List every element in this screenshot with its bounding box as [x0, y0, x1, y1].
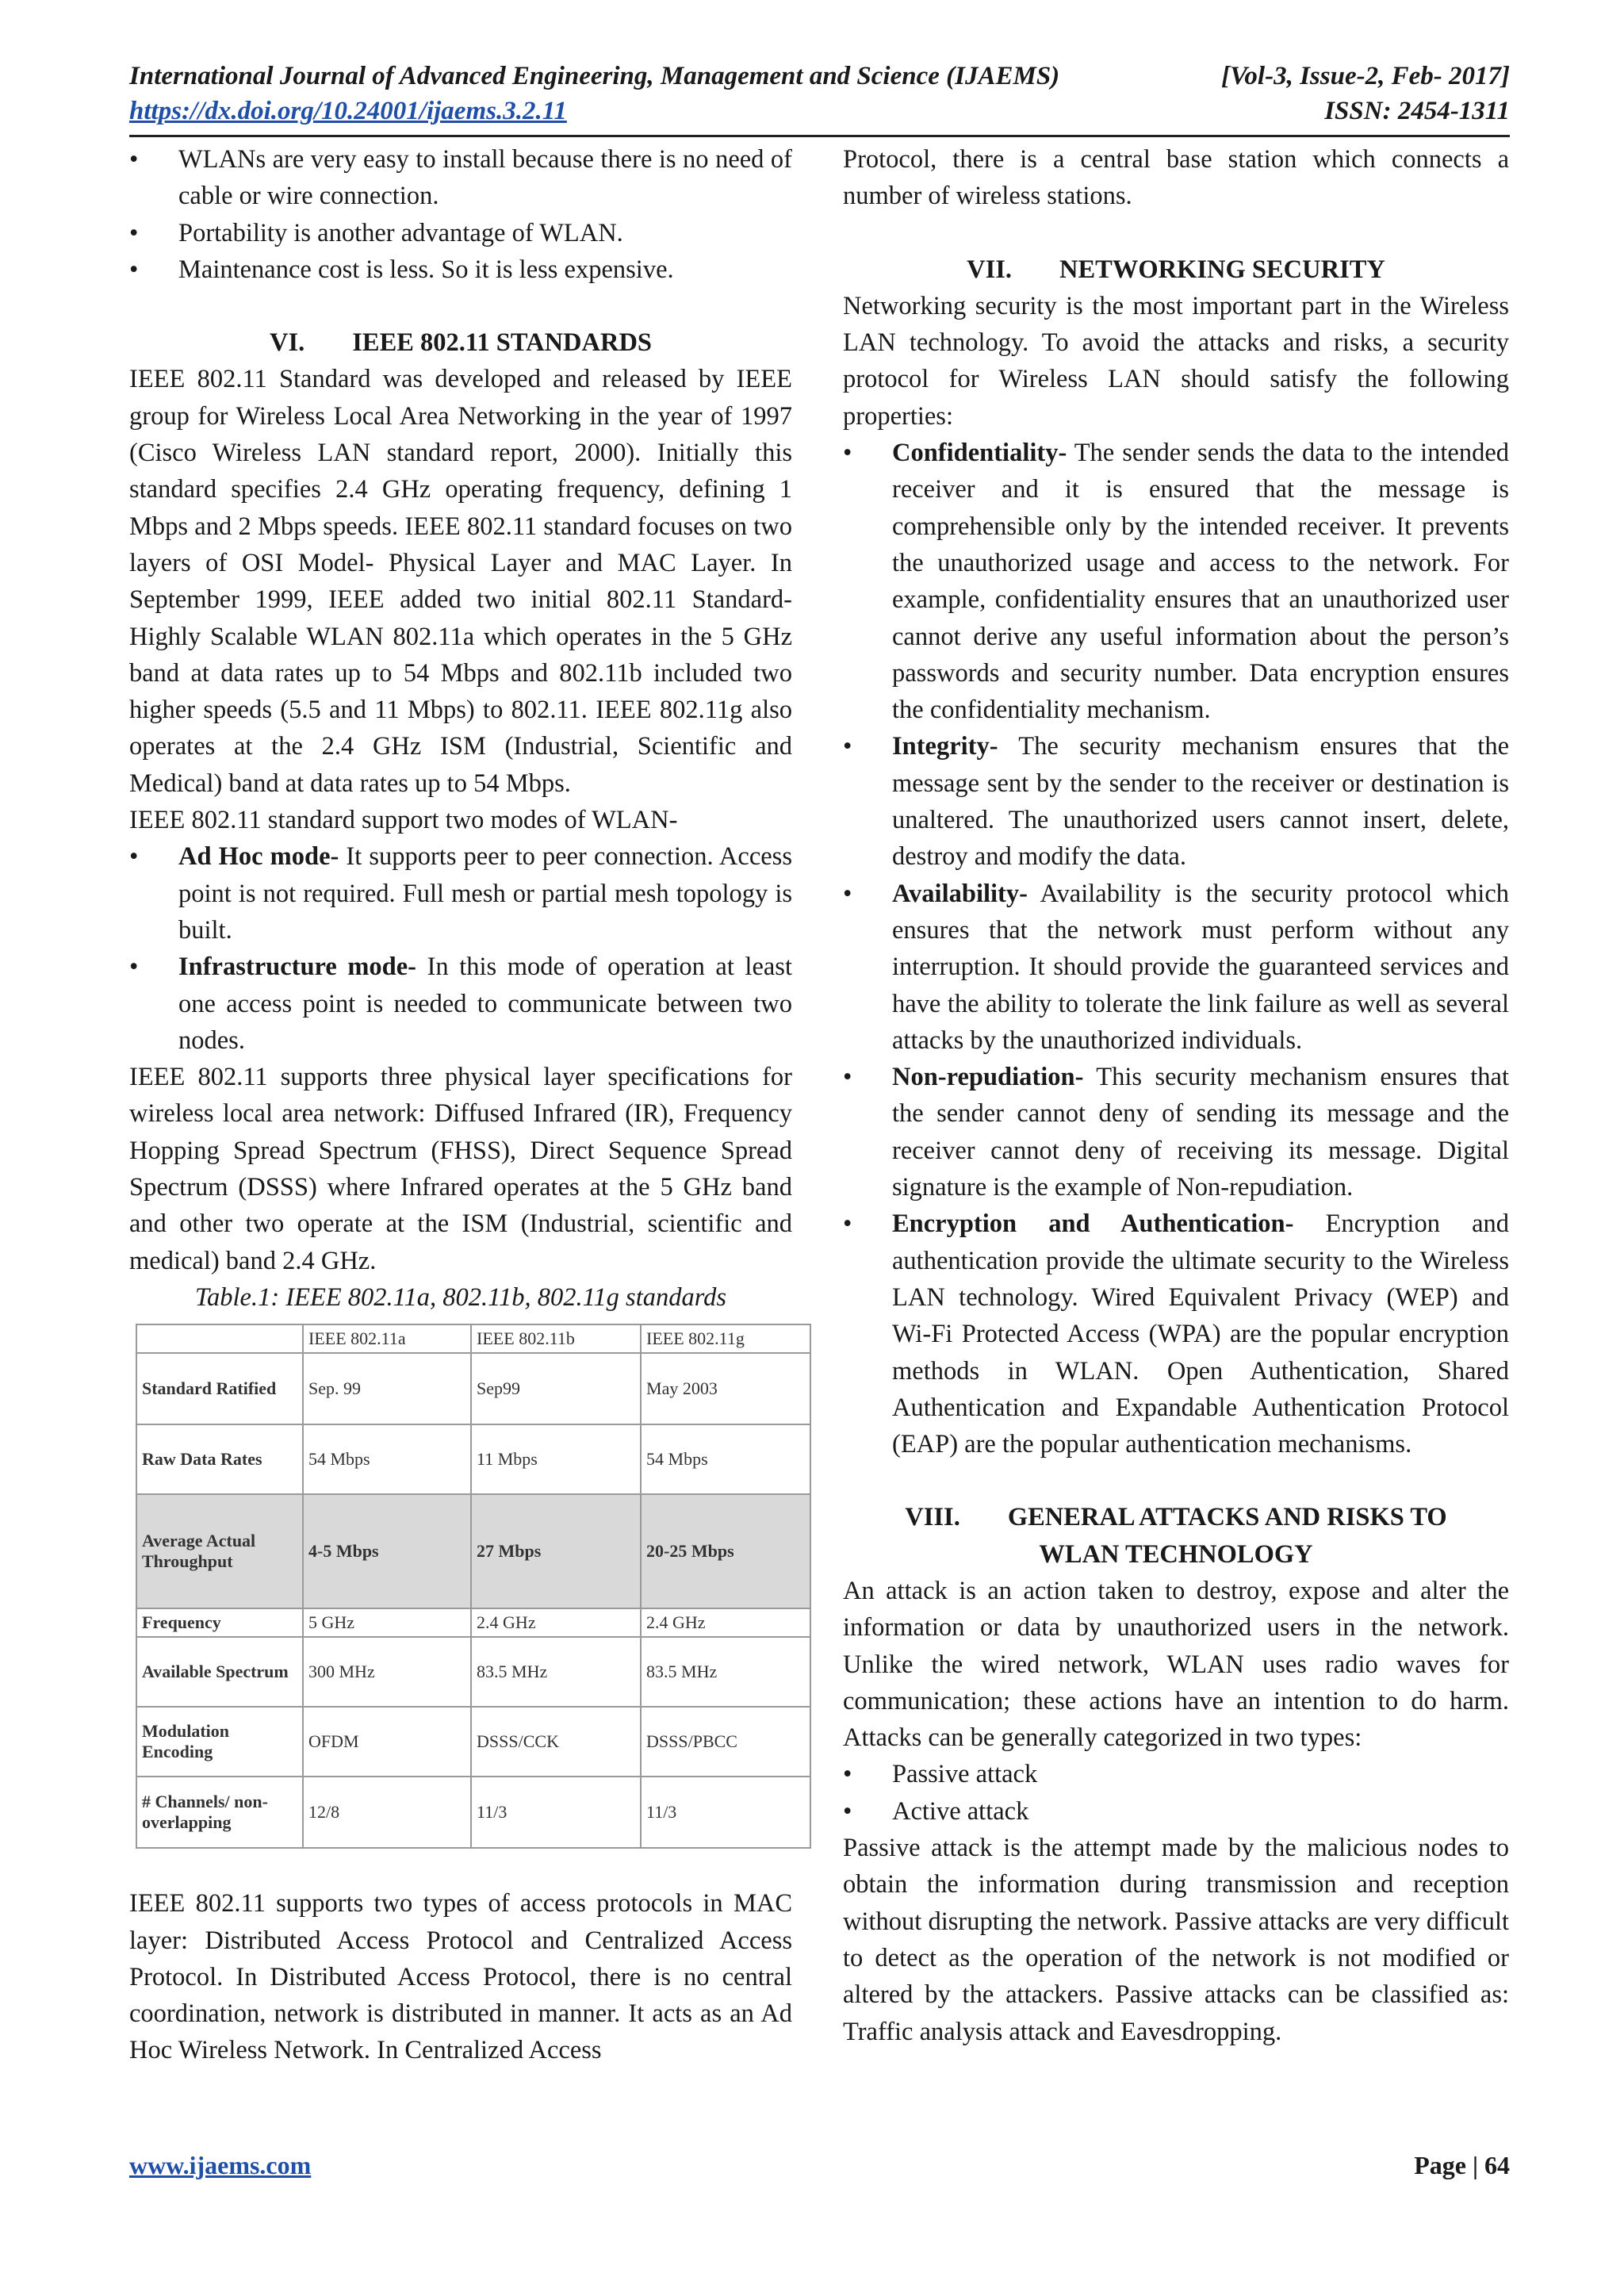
- list-item: • Active attack: [843, 1793, 1509, 1830]
- bullet-icon: •: [843, 1796, 852, 1826]
- paragraph: Passive attack is the attempt made by the malicious nodes to obtain the information during transmission and reception without disrupting the network. Passive attacks are very difficult to detect as the operation of the network is not modified or altered by the attackers. Passive attacks can be classified as: Traffic analysis attack and Eavesdropping.: [843, 1834, 1509, 2046]
- left-column: [129, 141, 792, 2069]
- table-row: Raw Data Rates 54 Mbps 11 Mbps 54 Mbps: [136, 1424, 810, 1494]
- list-item: • Portability is another advantage of WLAN.: [129, 215, 792, 251]
- bullet-icon: •: [843, 1760, 852, 1789]
- list-item: • Encryption and Authentication- Encryption and authentication provide the ultimate security to the Wireless LAN technology. Wired Equivalent Privacy (WEP) and Wi-Fi Protected Access (WPA) are the popular encryption methods in WLAN. Open Authentication, Shared Authentication and Expandable Authentication Protocol (EAP) are the popular authentication mechanisms.: [843, 1205, 1509, 1462]
- bullet-icon: •: [843, 732, 852, 761]
- website-link[interactable]: www.ijaems.com: [129, 2151, 312, 2179]
- bullet-icon: •: [129, 218, 139, 247]
- list-item: • WLANs are very easy to install because there is no need of cable or wire connection.: [129, 141, 792, 215]
- bullet-icon: •: [129, 255, 139, 284]
- volume-info: [Vol-3, Issue-2, Feb- 2017]: [1221, 62, 1510, 90]
- paragraph: An attack is an action taken to destroy, expose and alter the information or data by unauthorized users in the network. Unlike the wired network, WLAN uses radio waves for communication; these actions have an intention to do harm. Attacks can be generally categorized in two types:: [843, 1576, 1509, 1753]
- journal-title: International Journal of Advanced Engineering, Management and Science (IJAEMS): [129, 62, 1060, 90]
- table-row: # Channels/ non-overlapping 12/8 11/3 11/3: [136, 1777, 810, 1848]
- section-heading-8: VIII. GENERAL ATTACKS AND RISKS TO: [905, 1503, 1447, 1532]
- bullet-icon: •: [843, 879, 852, 908]
- page-footer: [129, 2151, 1510, 2180]
- list-item: • Passive attack: [843, 1756, 1509, 1792]
- bullet-icon: •: [129, 842, 139, 872]
- paragraph: IEEE 802.11 supports three physical layer specifications for wireless local area network: Diffused Infrared (IR), Frequency Hopping Spread Spectrum (FHSS), Direct Sequence Spread Spectrum (DSSS) where Infrared operates at the 5 GHz band and other two operate at the ISM (Industrial, scientific and medical) band 2.4 GHz.: [129, 1063, 792, 1275]
- list-item: • Ad Hoc mode- It supports peer to peer connection. Access point is not required. Full mesh or partial mesh topology is built.: [129, 838, 792, 949]
- paragraph: IEEE 802.11 supports two types of access protocols in MAC layer: Distributed Access Protocol and Centralized Access Protocol. In Distributed Access Protocol, there is no central coordination, network is distributed in manner. It acts as an Ad Hoc Wireless Network. In Centralized Access: [129, 1889, 792, 2065]
- table-row: Average Actual Throughput 4-5 Mbps 27 Mbps 20-25 Mbps: [136, 1494, 810, 1608]
- paragraph: Networking security is the most important part in the Wireless LAN technology. To avoid the attacks and risks, a security protocol for Wireless LAN should satisfy the following properties:: [843, 291, 1509, 431]
- doi-link[interactable]: https://dx.doi.org/10.24001/ijaems.3.2.11: [129, 97, 567, 125]
- list-item: • Infrastructure mode- In this mode of operation at least one access point is needed to communicate between two nodes.: [129, 949, 792, 1059]
- page-number: Page | 64: [1414, 2151, 1510, 2179]
- bullet-icon: •: [129, 145, 139, 174]
- section-heading-8-line2: WLAN TECHNOLOGY: [1039, 1539, 1313, 1569]
- section-heading-6: VI. IEEE 802.11 STANDARDS: [270, 328, 652, 358]
- table-row: Available Spectrum 300 MHz 83.5 MHz 83.5 MHz: [136, 1637, 810, 1707]
- table-row: Standard Ratified Sep. 99 Sep99 May 2003: [136, 1353, 810, 1424]
- list-item: • Availability- Availability is the security protocol which ensures that the network must perform without any interruption. It should provide the guaranteed services and have the ability to tolerate the link failure as well as several attacks by the unauthorized individuals.: [843, 876, 1509, 1059]
- list-item: • Confidentiality- The sender sends the data to the intended receiver and it is ensured that the message is comprehensible only by the intended receiver. It prevents the unauthorized usage and access to the network. For example, confidentiality ensures that an unauthorized user cannot derive any useful information about the person’s passwords and security number. Data encryption ensures the confidentiality mechanism.: [843, 435, 1509, 728]
- list-item: • Integrity- The security mechanism ensures that the message sent by the sender to the receiver or destination is unaltered. The unauthorized users cannot insert, delete, destroy and modify the data.: [843, 728, 1509, 875]
- running-header: [129, 59, 1510, 137]
- table-caption: Table.1: IEEE 802.11a, 802.11b, 802.11g standards: [194, 1282, 727, 1312]
- bullet-icon: •: [129, 953, 139, 982]
- table-row: Frequency 5 GHz 2.4 GHz 2.4 GHz: [136, 1608, 810, 1637]
- header-rule: [129, 135, 1510, 137]
- bullet-icon: •: [843, 1209, 852, 1239]
- table-row: Modulation Encoding OFDM DSSS/CCK DSSS/PBCC: [136, 1707, 810, 1777]
- paragraph: IEEE 802.11 Standard was developed and released by IEEE group for Wireless Local Area Networking in the year of 1997 (Cisco Wireless LAN standard report, 2000). Initially this standard specifies 2.4 GHz operating frequency, defining 1 Mbps and 2 Mbps speeds. IEEE 802.11 standard focuses on two layers of OSI Model- Physical Layer and MAC Layer. In September 1999, IEEE added two initial 802.11 Standard- Highly Scalable WLAN 802.11a which operates in the 5 GHz band at data rates up to 54 Mbps and 802.11b included two higher speeds (5.5 and 11 Mbps) to 802.11. IEEE 802.11g also operates at the 2.4 GHz ISM (Industrial, Scientific and Medical) band at data rates up to 54 Mbps.: [129, 365, 792, 798]
- section-heading-7: VII. NETWORKING SECURITY: [967, 255, 1385, 284]
- bullet-icon: •: [843, 439, 852, 468]
- list-item: • Maintenance cost is less. So it is less expensive.: [129, 251, 792, 288]
- table-header-row: IEEE 802.11a IEEE 802.11b IEEE 802.11g: [136, 1324, 810, 1353]
- paragraph: Protocol, there is a central base station which connects a number of wireless stations.: [843, 145, 1509, 211]
- issn: ISSN: 2454-1311: [1324, 97, 1510, 125]
- right-column: [843, 141, 1509, 2050]
- list-item: • Non-repudiation- This security mechanism ensures that the sender cannot deny of sending its message and the receiver cannot deny of receiving its message. Digital signature is the example of Non-repudiation.: [843, 1059, 1509, 1205]
- standards-table: [136, 1324, 811, 1849]
- paragraph: IEEE 802.11 standard support two modes of WLAN-: [129, 806, 678, 835]
- bullet-icon: •: [843, 1063, 852, 1092]
